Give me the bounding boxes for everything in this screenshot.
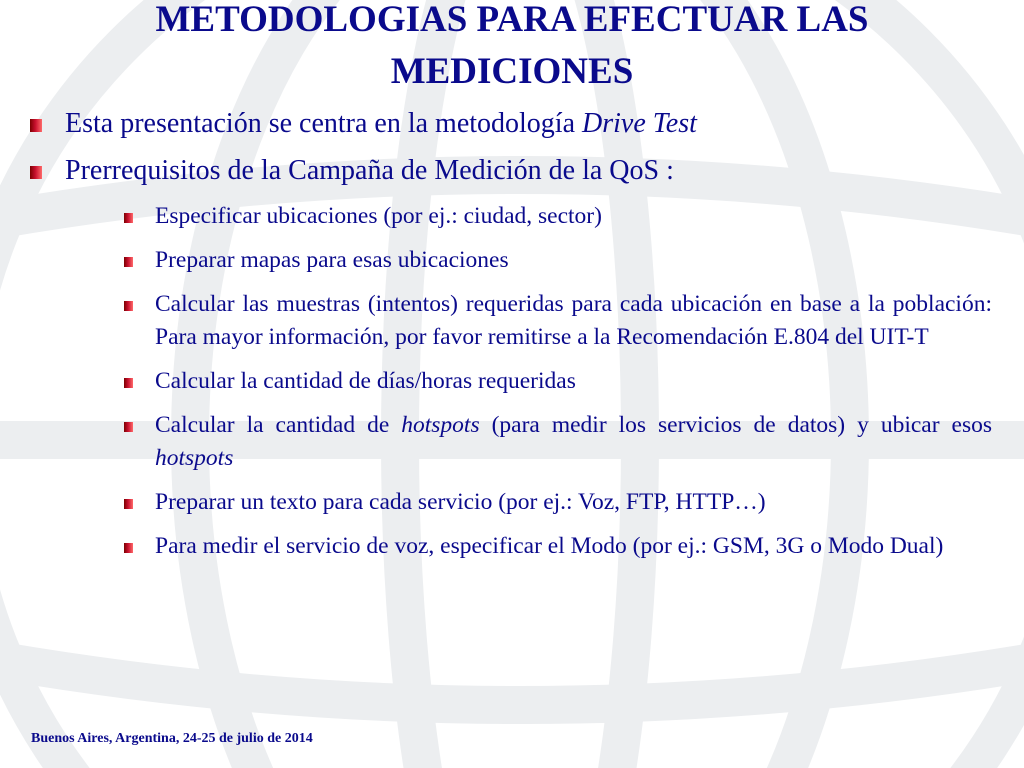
- bullet-marker-icon: [124, 378, 133, 388]
- bullet-text: [155, 203, 602, 229]
- bullet-item: [30, 153, 992, 189]
- bullet-text: [155, 533, 943, 559]
- text-segment: Especificar ubicaciones (por ej.: ciudad, sector): [155, 203, 602, 229]
- sub-bullet-item: [124, 486, 992, 519]
- bullet-marker-icon: [124, 257, 133, 267]
- bullet-text: [155, 412, 992, 471]
- sub-bullet-item: [124, 530, 992, 563]
- bullet-text: [155, 368, 576, 394]
- text-segment: Prerrequisitos de la Campaña de Medición de la QoS :: [65, 155, 674, 186]
- text-segment: (para medir los servicios de datos) y ubicar esos: [479, 412, 992, 438]
- bullet-marker-icon: [124, 499, 133, 509]
- emphasis-text: hotspots: [155, 445, 234, 471]
- text-segment: Esta presentación se centra en la metodología: [65, 108, 583, 139]
- bullet-text: [155, 247, 509, 273]
- slide-title: METODOLOGIAS PARA EFECTUAR LAS MEDICIONES: [155, 0, 869, 92]
- text-segment: Calcular la cantidad de días/horas requeridas: [155, 368, 576, 394]
- bullet-text: [65, 108, 697, 139]
- bullet-text: [155, 291, 992, 350]
- text-segment: Calcular las muestras (intentos) requeridas para cada ubicación en base a la población: Para mayor información, por favor remitirse a la Recomendación E.804 del UIT-T: [155, 291, 992, 350]
- sub-bullet-item: [124, 365, 992, 398]
- sub-bullet-item: [124, 244, 992, 277]
- text-segment: Preparar mapas para esas ubicaciones: [155, 247, 509, 273]
- sub-bullet-item: [124, 409, 992, 475]
- bullet-marker-icon: [124, 422, 133, 432]
- footer-date-location: Buenos Aires, Argentina, 24-25 de julio de 2014: [31, 731, 313, 746]
- bullet-item: [30, 106, 992, 142]
- sub-bullet-item: [124, 288, 992, 354]
- bullet-marker-icon: [124, 213, 133, 223]
- bullet-marker-icon: [124, 543, 133, 553]
- text-segment: Preparar un texto para cada servicio (por ej.: Voz, FTP, HTTP…): [155, 489, 766, 515]
- text-segment: Calcular la cantidad de: [155, 412, 402, 438]
- text-segment: Para medir el servicio de voz, especificar el Modo (por ej.: GSM, 3G o Modo Dual): [155, 533, 944, 559]
- sub-bullet-item: [124, 200, 992, 233]
- bullet-marker-icon: [124, 301, 133, 311]
- bullet-marker-icon: [30, 119, 42, 132]
- bullet-text: [155, 489, 766, 515]
- emphasis-text: hotspots: [401, 412, 480, 438]
- bullet-marker-icon: [30, 166, 42, 179]
- bullet-list: [30, 106, 992, 574]
- bullet-text: [65, 155, 674, 186]
- emphasis-text: Drive Test: [582, 108, 697, 139]
